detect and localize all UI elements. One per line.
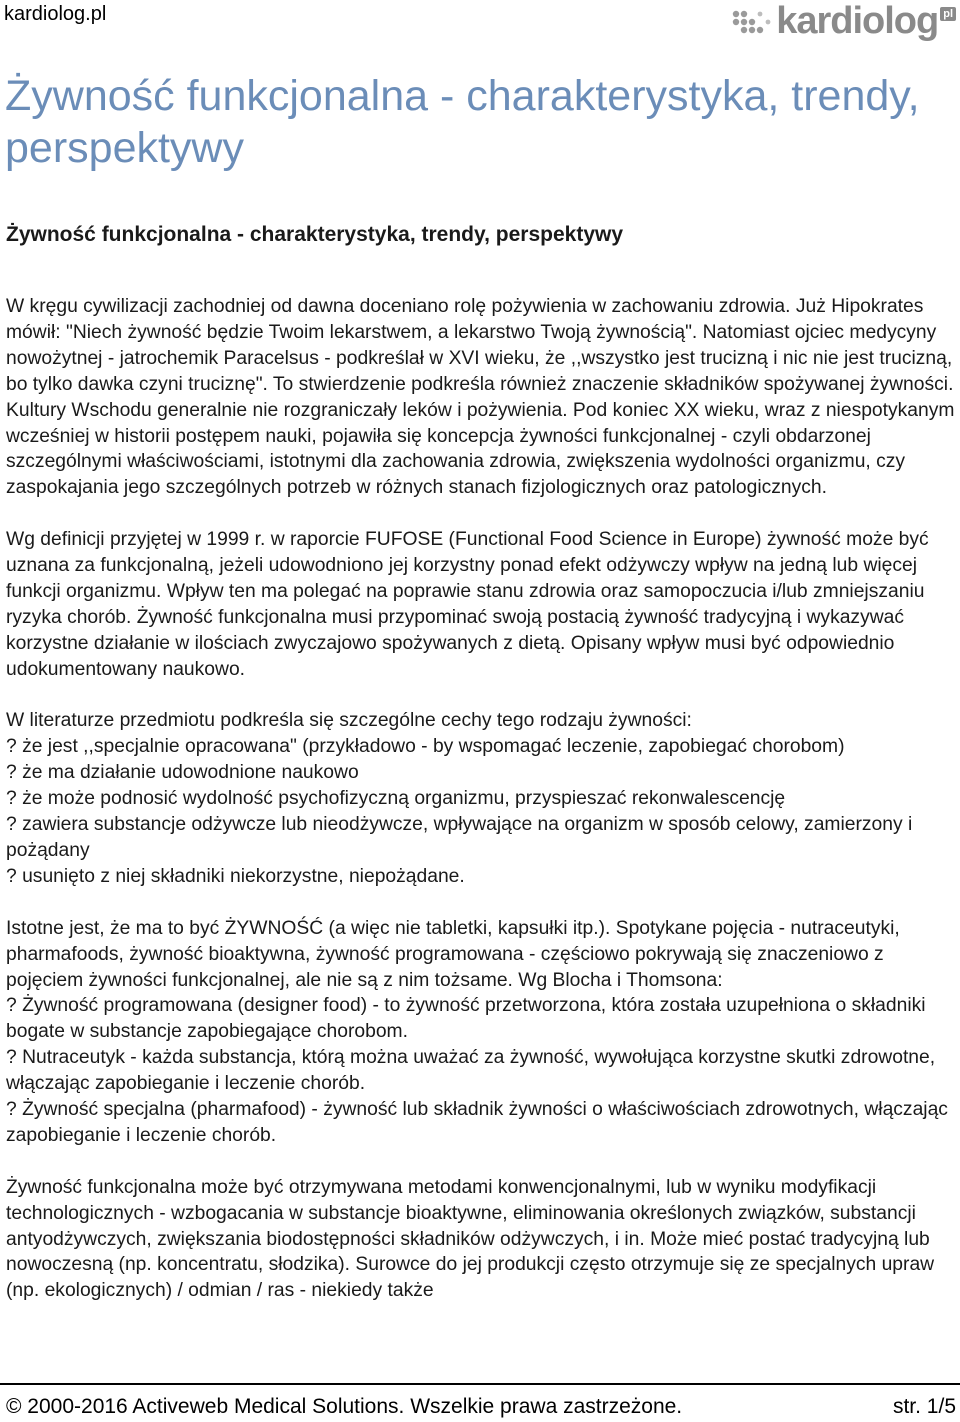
page-title: Żywność funkcjonalna - charakterystyka, trendy, perspektywy (5, 72, 920, 172)
paragraph-intro: W kręgu cywilizacji zachodniej od dawna doceniano rolę pożywienia w zachowaniu zdrowia. Już Hipokrates mówił: "Niech żywność będzie Twoim lekarstwem, a lekarstwo Twoją żywnością". Natomiast ojciec medycyny nowożytnej - jatrochemik Paracelsus - podkreślał w XVI wieku, że ,,wszystko jest trucizną i nic nie jest trucizną, bo tylko dawka czyni truciznę". To stwierdzenie podkreśla również znaczenie składników spożywanej żywności. Kultury Wschodu generalnie nie rozgraniczały leków i pożywienia. Pod koniec XX wieku, wraz z niespotykanym wcześniej w historii postępem nauki, pojawiła się koncepcja żywności funkcjonalnej - czyli obdarzonej szczególnymi właściwościami, istotnymi dla zachowania zdrowia, zwiększenia wydolności organizmu, czy zaspokajania jego szczególnych potrzeb w różnych stanach fizjologicznych oraz patologicznych. (6, 296, 955, 499)
article-body (6, 294, 956, 1330)
page-footer (0, 1383, 960, 1422)
footer-copyright: © 2000-2016 Activeweb Medical Solutions. Wszelkie prawa zastrzeżone. (6, 1395, 683, 1418)
paragraph-terms: Istotne jest, że ma to być ŻYWNOŚĆ (a więc nie tabletki, kapsułki itp.). Spotykane pojęcia - nutraceutyki, pharmafoods, żywność bioaktywna, żywność programowana - częściowo pokrywają się znaczeniowo z pojęciem żywności funkcjonalnej, ale nie są z nim tożsame. Wg Blocha i Thomsona: ? Żywność programowana (designer food) - to żywność przetworzona, która została uzupełniona o składniki bogate w substancje zapobiegające chorobom. ? Nutraceutyk - każda substancja, którą można uważać za żywność, wywołująca korzystne skutki zdrowotne, włączając zapobieganie i leczenie chorób. ? Żywność specjalna (pharmafood) - żywność lub składnik żywności o właściwościach zdrowotnych, włączając zapobieganie i leczenie chorób. (6, 917, 948, 1146)
paragraph-definition: Wg definicji przyjętej w 1999 r. w raporcie FUFOSE (Functional Food Science in Europe) żywność może być uznana za funkcjonalną, jeżeli udowodniono jej korzystny ponad efekt odżywczy wpływ na jedną lub więcej funkcji organizmu. Wpływ ten ma polegać na poprawie stanu zdrowia oraz samopoczucia i/lub zmniejszaniu ryzyka chorób. Żywność funkcjonalna musi przypominać swoją postacią żywność tradycyjną i wykazywać korzystne działanie w ilościach zwyczajowo spożywanych z dietą. Opisany wpływ musi być odpowiednio udokumentowany naukowo. (6, 529, 929, 680)
kardiolog-logo[interactable] (730, 2, 956, 40)
paragraph-features-list: W literaturze przedmiotu podkreśla się szczególne cechy tego rodzaju żywności: ? że jest ,,specjalnie opracowana" (przykładowo - by wspomagać leczenie, zapobiegać chorobom) ? że ma działanie udowodnione naukowo ? że może podnosić wydolność psychofizyczną organizmu, przyspieszać rekonwalescencję ? zawiera substancje odżywcze lub nieodżywcze, wpływające na organizm w sposób celowy, zamierzony i pożądany ? usunięto z niej składniki niekorzystne, niepożądane. (6, 710, 913, 887)
logo-dots-icon (730, 4, 776, 38)
logo-text: kardiolog (776, 0, 939, 42)
page-number: str. 1/5 (892, 1395, 956, 1418)
site-url[interactable]: kardiolog.pl (4, 3, 107, 25)
logo-badge: pl (940, 7, 956, 21)
article-subtitle: Żywność funkcjonalna - charakterystyka, trendy, perspektywy (6, 223, 624, 246)
paragraph-methods: Żywność funkcjonalna może być otrzymywana metodami konwencjonalnymi, lub w wyniku modyfikacji technologicznych - wzbogacania w substancje bioaktywne, eliminowania określonych związków, substancji antyodżywczych, zwiększania biodostępności składników odżywczych, i in. Może mieć postać tradycyjną lub nowoczesną (np. koncentratu, słodzika). Surowce do jej produkcji często otrzymuje się ze specjalnych upraw (np. ekologicznych) / odmian / ras - niekiedy także (6, 1176, 935, 1302)
